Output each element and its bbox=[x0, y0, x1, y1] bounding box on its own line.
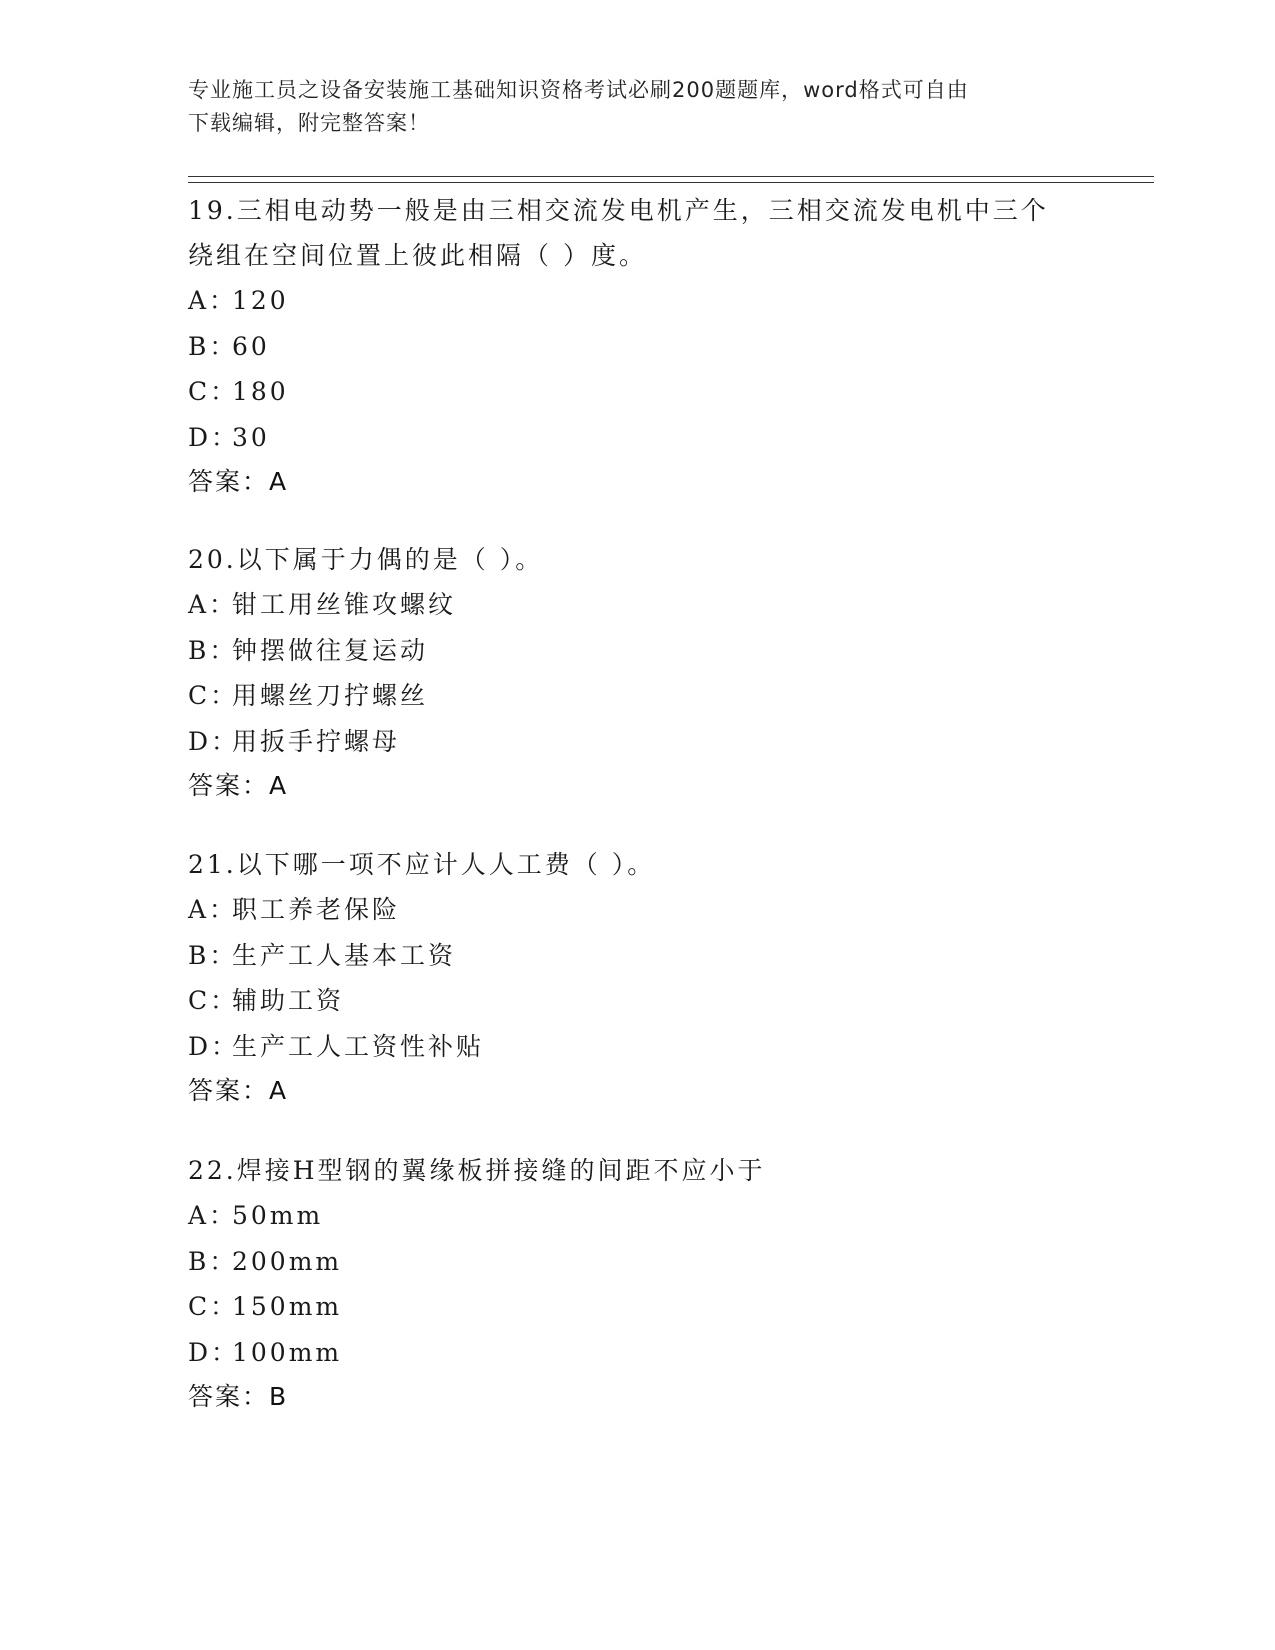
answer: 答案：B bbox=[188, 1382, 289, 1411]
option-text: 150mm bbox=[232, 1292, 343, 1321]
option-d bbox=[188, 415, 1088, 461]
option-letter: C： bbox=[188, 377, 239, 406]
option-letter: A： bbox=[188, 590, 238, 619]
option-text: 30 bbox=[232, 422, 270, 452]
option-text: 180 bbox=[232, 377, 289, 406]
option-letter: D： bbox=[188, 422, 240, 452]
option-c bbox=[188, 673, 1088, 719]
option-text: 钳工用丝锥攻螺纹 bbox=[232, 590, 457, 619]
option-text: 生产工人基本工资 bbox=[232, 940, 457, 970]
option-letter: B： bbox=[188, 1246, 238, 1276]
header-divider-bottom bbox=[188, 182, 1154, 183]
option-b bbox=[188, 933, 1088, 979]
option-a bbox=[188, 582, 1088, 628]
question-21 bbox=[188, 842, 1088, 1113]
option-c bbox=[188, 369, 1088, 415]
option-letter: D： bbox=[188, 726, 240, 756]
option-text: 用螺丝刀拧螺丝 bbox=[232, 681, 429, 710]
option-text: 100mm bbox=[232, 1337, 343, 1367]
option-a bbox=[188, 278, 1088, 324]
answer: 答案：A bbox=[188, 771, 289, 800]
question-20 bbox=[188, 537, 1088, 808]
option-c bbox=[188, 978, 1088, 1024]
option-letter: C： bbox=[188, 986, 239, 1015]
option-letter: B： bbox=[188, 635, 238, 665]
option-letter: D： bbox=[188, 1031, 240, 1061]
question-19 bbox=[188, 188, 1088, 504]
option-b bbox=[188, 1239, 1088, 1285]
option-a bbox=[188, 887, 1088, 933]
option-letter: C： bbox=[188, 1292, 239, 1321]
option-d bbox=[188, 1024, 1088, 1070]
option-text: 生产工人工资性补贴 bbox=[232, 1031, 485, 1061]
option-a bbox=[188, 1193, 1088, 1239]
header-line-2: 下载编辑，附完整答案！ bbox=[188, 111, 430, 135]
question-stem: 22.焊接H型钢的翼缘板拼接缝的间距不应小于 bbox=[188, 1156, 766, 1185]
option-letter: A： bbox=[188, 1201, 238, 1230]
option-text: 辅助工资 bbox=[232, 986, 345, 1015]
option-text: 用扳手拧螺母 bbox=[232, 726, 401, 756]
option-letter: C： bbox=[188, 681, 239, 710]
option-d bbox=[188, 719, 1088, 765]
option-b bbox=[188, 324, 1088, 370]
option-text: 50mm bbox=[232, 1201, 324, 1230]
document-header bbox=[188, 74, 1088, 140]
option-d bbox=[188, 1330, 1088, 1376]
answer: 答案：A bbox=[188, 1076, 289, 1105]
option-text: 钟摆做往复运动 bbox=[232, 635, 429, 665]
option-letter: B： bbox=[188, 940, 238, 970]
option-text: 120 bbox=[232, 286, 289, 315]
question-stem-continued: 绕组在空间位置上彼此相隔（ ）度。 bbox=[188, 241, 647, 270]
option-letter: B： bbox=[188, 331, 238, 361]
option-b bbox=[188, 628, 1088, 674]
question-stem: 19.三相电动势一般是由三相交流发电机产生，三相交流发电机中三个 bbox=[188, 196, 1049, 225]
option-letter: A： bbox=[188, 286, 238, 315]
option-letter: A： bbox=[188, 895, 238, 924]
option-letter: D： bbox=[188, 1337, 240, 1367]
option-c bbox=[188, 1284, 1088, 1330]
header-divider-top bbox=[188, 176, 1154, 177]
option-text: 200mm bbox=[232, 1246, 343, 1276]
question-stem: 20.以下属于力偶的是（ ）。 bbox=[188, 545, 544, 574]
question-22 bbox=[188, 1148, 1088, 1419]
option-text: 60 bbox=[232, 331, 270, 361]
option-text: 职工养老保险 bbox=[232, 895, 401, 924]
question-stem: 21.以下哪一项不应计人人工费（ ）。 bbox=[188, 850, 656, 879]
header-line-1: 专业施工员之设备安装施工基础知识资格考试必刷200题题库，word格式可自由 bbox=[188, 78, 969, 102]
answer: 答案：A bbox=[188, 467, 289, 496]
